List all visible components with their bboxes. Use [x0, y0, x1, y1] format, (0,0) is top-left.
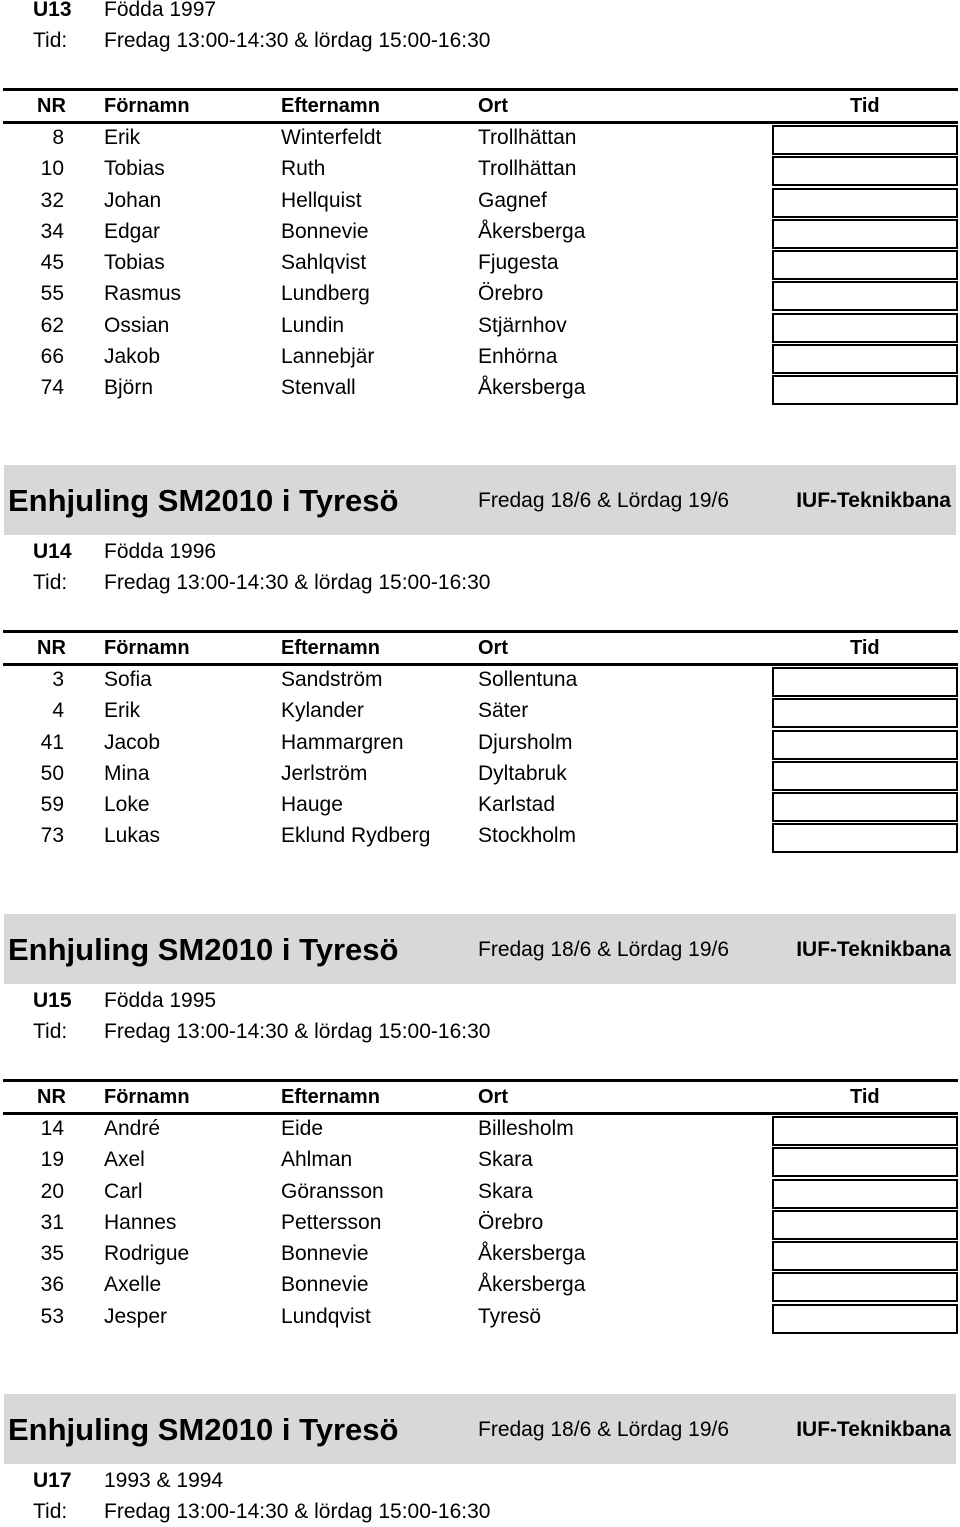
row-nr: 59	[40, 793, 64, 817]
row-town: Åkersberga	[478, 1273, 586, 1297]
col-town: Ort	[478, 1086, 508, 1108]
row-last-name: Ahlman	[281, 1148, 353, 1172]
row-town: Karlstad	[478, 793, 556, 817]
table-row	[0, 1144, 960, 1175]
time-label: Tid:	[33, 1020, 68, 1043]
row-town: Stjärnhov	[478, 313, 567, 337]
row-town: Trollhättan	[478, 157, 577, 181]
row-first-name: André	[104, 1117, 161, 1140]
time-entry-box[interactable]	[772, 792, 958, 822]
class-code: U14	[33, 540, 72, 563]
class-time: Fredag 13:00-14:30 & lördag 15:00-16:30	[104, 1500, 491, 1523]
row-first-name: Hannes	[104, 1210, 177, 1234]
row-last-name: Kylander	[281, 699, 364, 723]
row-last-name: Lundin	[281, 313, 345, 337]
row-last-name: Hellquist	[281, 188, 362, 212]
row-last-name: Bonnevie	[281, 1273, 369, 1297]
row-nr: 55	[40, 282, 64, 306]
row-first-name: Rodrigue	[104, 1242, 190, 1266]
col-last-name: Efternamn	[281, 95, 380, 117]
table-row	[0, 1113, 960, 1144]
row-first-name: Jakob	[104, 345, 161, 369]
row-last-name: Sahlqvist	[281, 251, 367, 275]
row-first-name: Björn	[104, 376, 154, 400]
time-entry-box[interactable]	[772, 1116, 958, 1146]
table-row	[0, 820, 960, 851]
row-town: Åkersberga	[478, 219, 586, 243]
class-birth-year: Födda 1997	[104, 0, 217, 21]
time-label: Tid:	[33, 29, 68, 52]
row-last-name: Lundqvist	[281, 1304, 371, 1328]
col-time: Tid	[850, 637, 880, 659]
row-first-name: Sofia	[104, 668, 152, 691]
time-label: Tid:	[33, 1500, 68, 1523]
time-entry-box[interactable]	[772, 761, 958, 791]
col-time: Tid	[850, 1086, 880, 1108]
row-nr: 19	[40, 1148, 64, 1172]
row-town: Billesholm	[478, 1117, 574, 1140]
row-first-name: Edgar	[104, 219, 161, 243]
table-row	[0, 185, 960, 216]
row-nr: 3	[52, 668, 64, 691]
row-first-name: Axelle	[104, 1273, 162, 1297]
event-venue: IUF-Teknikbana	[796, 1418, 951, 1441]
class-code: U17	[33, 1469, 72, 1492]
row-town: Skara	[478, 1148, 533, 1172]
row-last-name: Göransson	[281, 1179, 384, 1203]
row-town: Åkersberga	[478, 376, 586, 400]
row-first-name: Tobias	[104, 157, 165, 181]
table-header-u14	[3, 630, 958, 666]
row-nr: 20	[40, 1179, 64, 1203]
row-first-name: Mina	[104, 761, 150, 785]
row-nr: 50	[40, 761, 64, 785]
row-last-name: Hauge	[281, 793, 343, 817]
row-nr: 74	[40, 376, 64, 400]
event-banner	[4, 914, 956, 984]
row-town: Enhörna	[478, 345, 558, 369]
table-header-u15	[3, 1079, 958, 1115]
row-town: Stockholm	[478, 824, 577, 848]
row-last-name: Stenvall	[281, 376, 356, 400]
col-town: Ort	[478, 637, 508, 659]
row-last-name: Winterfeldt	[281, 126, 382, 149]
table-row	[0, 1238, 960, 1269]
col-nr: NR	[37, 95, 66, 117]
row-town: Säter	[478, 699, 529, 723]
table-row	[0, 310, 960, 341]
row-nr: 14	[40, 1117, 64, 1140]
row-last-name: Jerlström	[281, 761, 368, 785]
time-entry-box[interactable]	[772, 156, 958, 186]
event-venue: IUF-Teknikbana	[796, 938, 951, 961]
table-body-u13	[0, 122, 960, 404]
row-first-name: Erik	[104, 126, 141, 149]
row-nr: 73	[40, 824, 64, 848]
event-dates: Fredag 18/6 & Lördag 19/6	[478, 1418, 730, 1441]
time-entry-box[interactable]	[772, 375, 958, 405]
table-row	[0, 695, 960, 726]
row-town: Tyresö	[478, 1304, 542, 1328]
event-venue: IUF-Teknikbana	[796, 489, 951, 512]
col-nr: NR	[37, 1086, 66, 1108]
row-last-name: Lundberg	[281, 282, 370, 306]
time-entry-box[interactable]	[772, 730, 958, 760]
class-code: U15	[33, 989, 72, 1012]
table-body-u15	[0, 1113, 960, 1332]
row-last-name: Sandström	[281, 668, 383, 691]
table-row	[0, 278, 960, 309]
class-birth-year: Födda 1996	[104, 540, 217, 563]
time-entry-box[interactable]	[772, 1241, 958, 1271]
table-row	[0, 1176, 960, 1207]
row-last-name: Eide	[281, 1117, 324, 1140]
row-first-name: Ossian	[104, 313, 170, 337]
row-first-name: Axel	[104, 1148, 145, 1172]
row-nr: 66	[40, 345, 64, 369]
row-town: Trollhättan	[478, 126, 577, 149]
table-row	[0, 1269, 960, 1300]
row-town: Örebro	[478, 282, 544, 306]
row-first-name: Tobias	[104, 251, 165, 275]
event-title: Enhjuling SM2010 i Tyresö	[8, 483, 399, 518]
col-first-name: Förnamn	[104, 1086, 190, 1108]
time-entry-box[interactable]	[772, 281, 958, 311]
row-town: Djursholm	[478, 730, 573, 754]
table-row	[0, 789, 960, 820]
event-title: Enhjuling SM2010 i Tyresö	[8, 932, 399, 967]
time-entry-box[interactable]	[772, 250, 958, 280]
row-nr: 62	[40, 313, 64, 337]
row-first-name: Lukas	[104, 824, 161, 848]
class-time: Fredag 13:00-14:30 & lördag 15:00-16:30	[104, 29, 491, 52]
table-row	[0, 122, 960, 153]
row-first-name: Rasmus	[104, 282, 182, 306]
row-nr: 34	[40, 219, 64, 243]
row-first-name: Jesper	[104, 1304, 168, 1328]
row-first-name: Erik	[104, 699, 141, 723]
row-nr: 35	[40, 1242, 64, 1266]
row-last-name: Bonnevie	[281, 1242, 369, 1266]
table-row	[0, 247, 960, 278]
time-entry-box[interactable]	[772, 1272, 958, 1302]
row-last-name: Bonnevie	[281, 219, 369, 243]
time-entry-box[interactable]	[772, 1210, 958, 1240]
row-first-name: Loke	[104, 793, 150, 817]
time-entry-box[interactable]	[772, 1147, 958, 1177]
time-label: Tid:	[33, 571, 68, 594]
table-header-u13	[3, 88, 958, 124]
table-row	[0, 153, 960, 184]
col-town: Ort	[478, 95, 508, 117]
table-row	[0, 372, 960, 403]
row-town: Dyltabruk	[478, 761, 567, 785]
table-row	[0, 727, 960, 758]
col-time: Tid	[850, 95, 880, 117]
col-first-name: Förnamn	[104, 95, 190, 117]
row-nr: 45	[40, 251, 64, 275]
table-row	[0, 1207, 960, 1238]
row-last-name: Lannebjär	[281, 345, 375, 369]
time-entry-box[interactable]	[772, 1304, 958, 1334]
row-town: Sollentuna	[478, 668, 578, 691]
table-row	[0, 341, 960, 372]
row-nr: 32	[40, 188, 64, 212]
row-nr: 10	[40, 157, 64, 181]
row-town: Skara	[478, 1179, 533, 1203]
row-first-name: Carl	[104, 1179, 143, 1203]
time-entry-box[interactable]	[772, 667, 958, 697]
row-last-name: Ruth	[281, 157, 326, 181]
time-entry-box[interactable]	[772, 219, 958, 249]
col-first-name: Förnamn	[104, 637, 190, 659]
time-entry-box[interactable]	[772, 188, 958, 218]
time-entry-box[interactable]	[772, 1179, 958, 1209]
event-title: Enhjuling SM2010 i Tyresö	[8, 1412, 399, 1447]
time-entry-box[interactable]	[772, 698, 958, 728]
table-row	[0, 664, 960, 695]
col-last-name: Efternamn	[281, 637, 380, 659]
time-entry-box[interactable]	[772, 823, 958, 853]
table-row	[0, 758, 960, 789]
row-nr: 53	[40, 1304, 64, 1328]
row-last-name: Eklund Rydberg	[281, 824, 431, 848]
event-dates: Fredag 18/6 & Lördag 19/6	[478, 938, 730, 961]
time-entry-box[interactable]	[772, 125, 958, 155]
class-birth-year: 1993 & 1994	[104, 1469, 224, 1492]
row-town: Gagnef	[478, 188, 547, 212]
class-code: U13	[33, 0, 72, 21]
row-nr: 8	[52, 126, 64, 149]
row-town: Fjugesta	[478, 251, 559, 275]
table-body-u14	[0, 664, 960, 852]
table-row	[0, 216, 960, 247]
col-nr: NR	[37, 637, 66, 659]
event-banner	[4, 1394, 956, 1464]
event-banner	[4, 465, 956, 535]
row-nr: 4	[52, 699, 64, 723]
row-town: Åkersberga	[478, 1242, 586, 1266]
class-birth-year: Födda 1995	[104, 989, 217, 1012]
row-town: Örebro	[478, 1210, 544, 1234]
row-first-name: Jacob	[104, 730, 161, 754]
class-time: Fredag 13:00-14:30 & lördag 15:00-16:30	[104, 1020, 491, 1043]
row-last-name: Pettersson	[281, 1210, 382, 1234]
row-nr: 31	[40, 1210, 64, 1234]
row-nr: 36	[40, 1273, 64, 1297]
row-first-name: Johan	[104, 188, 162, 212]
table-row	[0, 1301, 960, 1332]
event-dates: Fredag 18/6 & Lördag 19/6	[478, 489, 730, 512]
time-entry-box[interactable]	[772, 313, 958, 343]
col-last-name: Efternamn	[281, 1086, 380, 1108]
row-nr: 41	[40, 730, 64, 754]
row-last-name: Hammargren	[281, 730, 404, 754]
time-entry-box[interactable]	[772, 344, 958, 374]
class-time: Fredag 13:00-14:30 & lördag 15:00-16:30	[104, 571, 491, 594]
